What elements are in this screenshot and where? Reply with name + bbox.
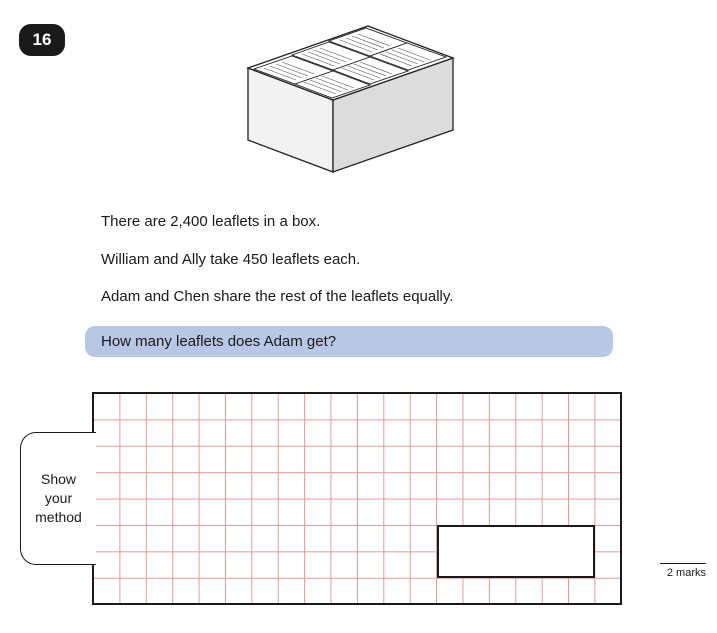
show-label: Show <box>40 471 77 487</box>
answer-box[interactable] <box>437 525 595 578</box>
question-number-badge: 16 <box>19 24 65 56</box>
leaflets-in-box-text: There are 2,400 leaflets in a box. <box>101 213 321 230</box>
adam-chen-text: Adam and Chen share the rest of the leaflets equally. <box>101 288 454 305</box>
question-prompt: How many leaflets does Adam get? <box>101 333 337 350</box>
box-of-leaflets-image <box>240 20 465 180</box>
william-ally-text: William and Ally take 450 leaflets each. <box>101 251 361 268</box>
show-your-method-tab <box>20 432 96 565</box>
your-label: your <box>44 490 73 506</box>
question-prompt-bar <box>85 326 613 357</box>
method-label: method <box>35 509 82 525</box>
marks-label: 2 marks <box>660 563 706 579</box>
